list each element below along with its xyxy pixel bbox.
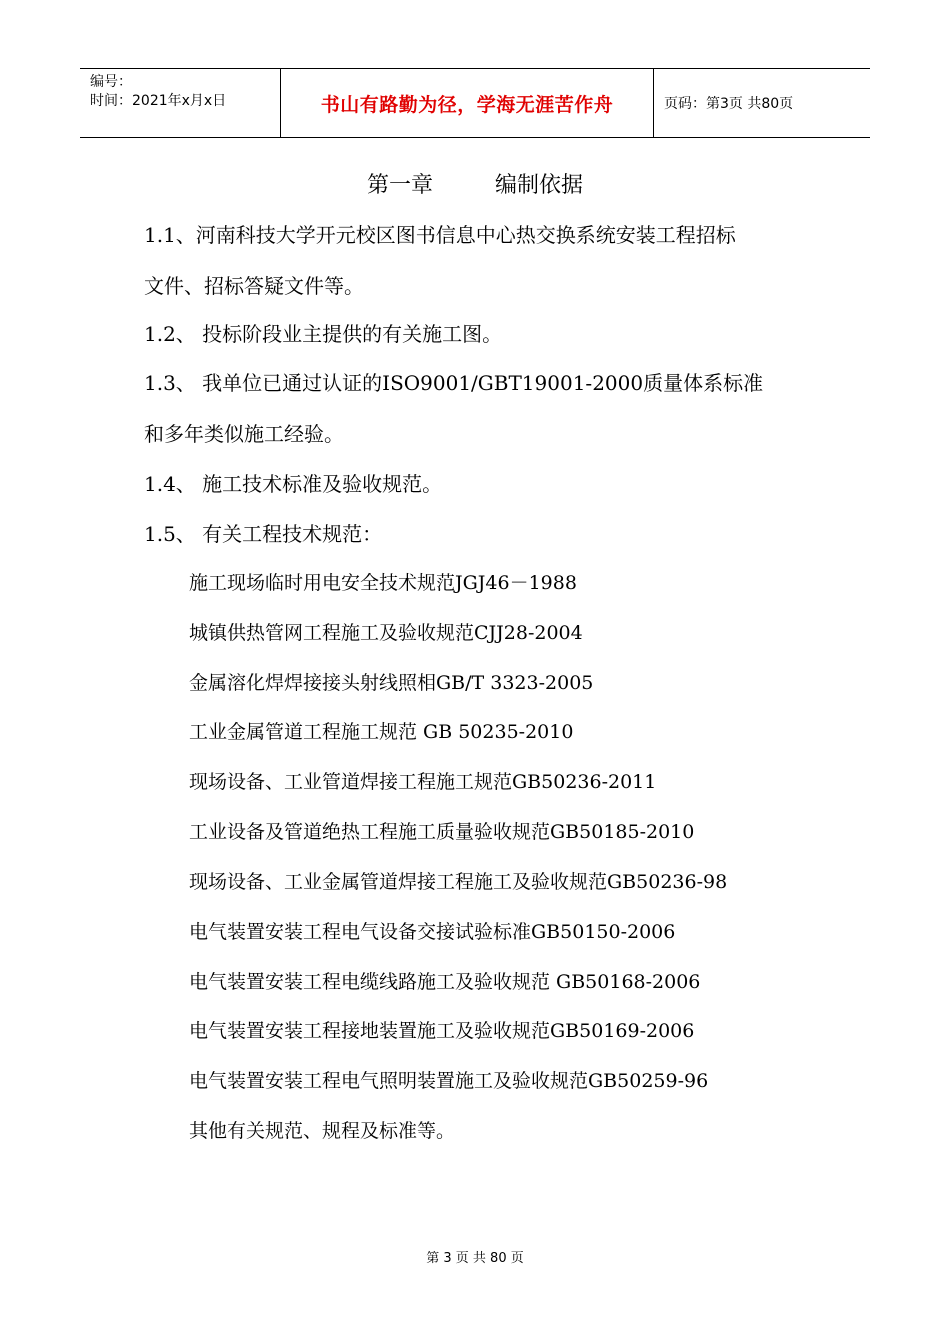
- paragraph-line: 1.3、 我单位已通过认证的ISO9001/GBT19001-2000质量体系标准: [144, 371, 764, 395]
- standard-item: 工业设备及管道绝热工程施工质量验收规范GB50185-2010: [189, 821, 695, 843]
- paragraph-line: 1.4、 施工技术标准及验收规范。: [144, 472, 443, 496]
- standard-item: 其他有关规范、规程及标准等。: [189, 1120, 456, 1142]
- document-number-label: 编号：: [90, 74, 132, 90]
- standard-item: 施工现场临时用电安全技术规范JGJ46－1988: [189, 572, 577, 594]
- standard-item: 电气装置安装工程电气设备交接试验标准GB50150-2006: [189, 921, 676, 943]
- standard-item: 电气装置安装工程接地装置施工及验收规范GB50169-2006: [189, 1020, 695, 1042]
- standard-item: 现场设备、工业管道焊接工程施工规范GB50236-2011: [189, 771, 657, 793]
- standard-item: 电气装置安装工程电气照明装置施工及验收规范GB50259-96: [189, 1070, 709, 1092]
- paragraph-line: 1.1、河南科技大学开元校区图书信息中心热交换系统安装工程招标: [144, 223, 736, 247]
- document-date: 时间：2021年x月x日: [90, 93, 227, 109]
- page-header: [80, 68, 870, 138]
- header-page-info: 页码：第3页 共80页: [664, 96, 794, 112]
- standard-item: 现场设备、工业金属管道焊接工程施工及验收规范GB50236-98: [189, 871, 728, 893]
- paragraph-line: 1.2、 投标阶段业主提供的有关施工图。: [144, 322, 503, 346]
- header-meta: [80, 69, 281, 137]
- standard-item: 金属溶化焊焊接接头射线照相GB/T 3323-2005: [189, 672, 594, 694]
- standard-item: 工业金属管道工程施工规范 GB 50235-2010: [189, 721, 574, 743]
- chapter-heading: [0, 168, 950, 199]
- paragraph-line: 和多年类似施工经验。: [144, 422, 344, 446]
- standard-item: 电气装置安装工程电缆线路施工及验收规范 GB50168-2006: [189, 971, 701, 993]
- header-motto: 书山有路勤为径，学海无涯苦作舟: [281, 69, 654, 137]
- standard-item: 城镇供热管网工程施工及验收规范CJJ28-2004: [189, 622, 583, 644]
- chapter-title: 编制依据: [495, 173, 584, 198]
- paragraph-line: 文件、招标答疑文件等。: [144, 274, 364, 298]
- page-footer: 第 3 页 共 80 页: [426, 1251, 524, 1266]
- paragraph-line: 1.5、 有关工程技术规范：: [144, 522, 383, 546]
- chapter-label: 第一章: [366, 173, 433, 198]
